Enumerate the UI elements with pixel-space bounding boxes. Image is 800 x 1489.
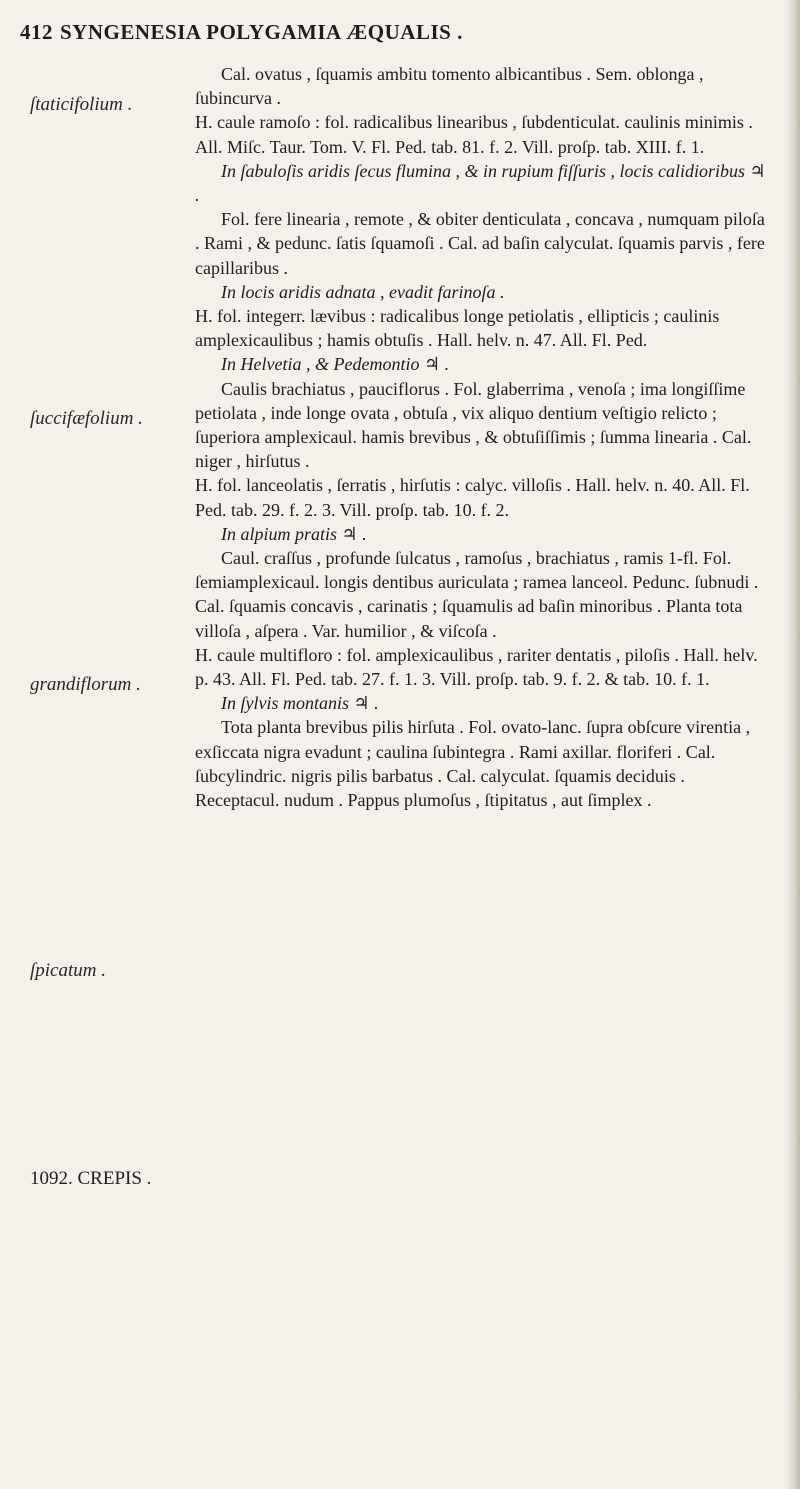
habitat-line: In locis aridis adnata , evadit farinoſa . xyxy=(221,281,505,302)
paragraph: Caul. craſſus , profunde ſulcatus , ramoſus , brachiatus , ramis 1-fl. Fol. ſemiamplexicaul. longis dentibus auriculata ; ramea lanceol. Pedunc. ſubnudi . Cal. ſquamis concavis , carinatis ; ſquamulis ad baſin minoribus . Planta tota villoſa , aſpera . Var. humilior , & viſcoſa . xyxy=(195,548,759,641)
paragraph: Caulis brachiatus , pauciflorus . Fol. glaberrima , venoſa ; ima longiſſime petiolata , inde longe ovata , obtuſa , vix aliquo dentium veſtigio relicto ; ſuperiora amplexicaul. hamis brevibus , & obtuſiſſimis ; ſumma linearia . Cal. niger , hirſutus . xyxy=(195,378,752,472)
species-label-spicatum: ſpicatum . xyxy=(30,960,106,981)
text-column xyxy=(195,62,770,812)
paragraph: Fol. fere linearia , remote , & obiter denticulata , concava , numquam piloſa . Rami , & pedunc. ſatis ſquamoſi . Cal. ad baſin calyculat. ſquamis parvis , fere capillaribus . xyxy=(195,209,765,278)
genus-heading-crepis: 1092. CREPIS . xyxy=(30,1168,152,1189)
habitat-line: In alpium pratis ♃ . xyxy=(221,523,367,544)
species-diagnosis: H. caule multifloro : fol. amplexicaulibus , rariter dentatis , piloſis . Hall. helv. p. 43. All. Fl. Ped. tab. 27. f. 1. 3. Vill. proſp. tab. 9. f. 2. & tab. 10. f. 1. xyxy=(195,644,758,690)
paragraph: Cal. ovatus , ſquamis ambitu tomento albicantibus . Sem. oblonga , ſubincurva . xyxy=(195,64,704,109)
species-diagnosis: H. fol. lanceolatis , ſerratis , hirſutis : calyc. villoſis . Hall. helv. n. 40. All. Fl. Ped. tab. 29. f. 2. 3. Vill. proſp. tab. 10. f. 2. xyxy=(195,475,750,520)
species-label-staticifolium: ſtaticifolium . xyxy=(30,94,133,115)
page-number: 412 xyxy=(20,20,53,44)
habitat-line: In ſabuloſis aridis ſecus flumina , & in rupium fiſſuris , locis calidioribus ♃ . xyxy=(195,160,766,206)
running-header xyxy=(20,20,780,54)
habitat-line: In ſylvis montanis ♃ . xyxy=(221,693,379,714)
running-title: SYNGENESIA POLYGAMIA ÆQUALIS . xyxy=(60,20,463,44)
paragraph: Tota planta brevibus pilis hirſuta . Fol. ovato-lanc. ſupra obſcure virentia , exſiccata nigra evadunt ; caulina ſubintegra . Rami axillar. floriferi . Cal. ſubcylindric. nigris pilis barbatus . Cal. calyculat. ſquamis deciduis . Receptacul. nudum . Pappus plumoſus , ſtipitatus , aut ſimplex . xyxy=(195,717,751,811)
species-label-grandiflorum: grandiflorum . xyxy=(30,674,141,695)
species-diagnosis: H. fol. integerr. lævibus : radicalibus longe petiolatis , ellipticis ; caulinis amplexicaulibus ; hamis obtuſis . Hall. helv. n. 47. All. Fl. Ped. xyxy=(195,306,720,351)
species-label-succisaefolium: ſuccifæfolium . xyxy=(30,408,143,429)
page-edge-shadow xyxy=(786,0,800,1489)
habitat-line: In Helvetia , & Pedemontio ♃ . xyxy=(221,354,450,375)
species-diagnosis: H. caule ramoſo : fol. radicalibus linearibus , ſubdenticulat. caulinis minimis . All. Miſc. Taur. Tom. V. Fl. Ped. tab. 81. f. 2. Vill. proſp. tab. XIII. f. 1. xyxy=(195,112,753,157)
